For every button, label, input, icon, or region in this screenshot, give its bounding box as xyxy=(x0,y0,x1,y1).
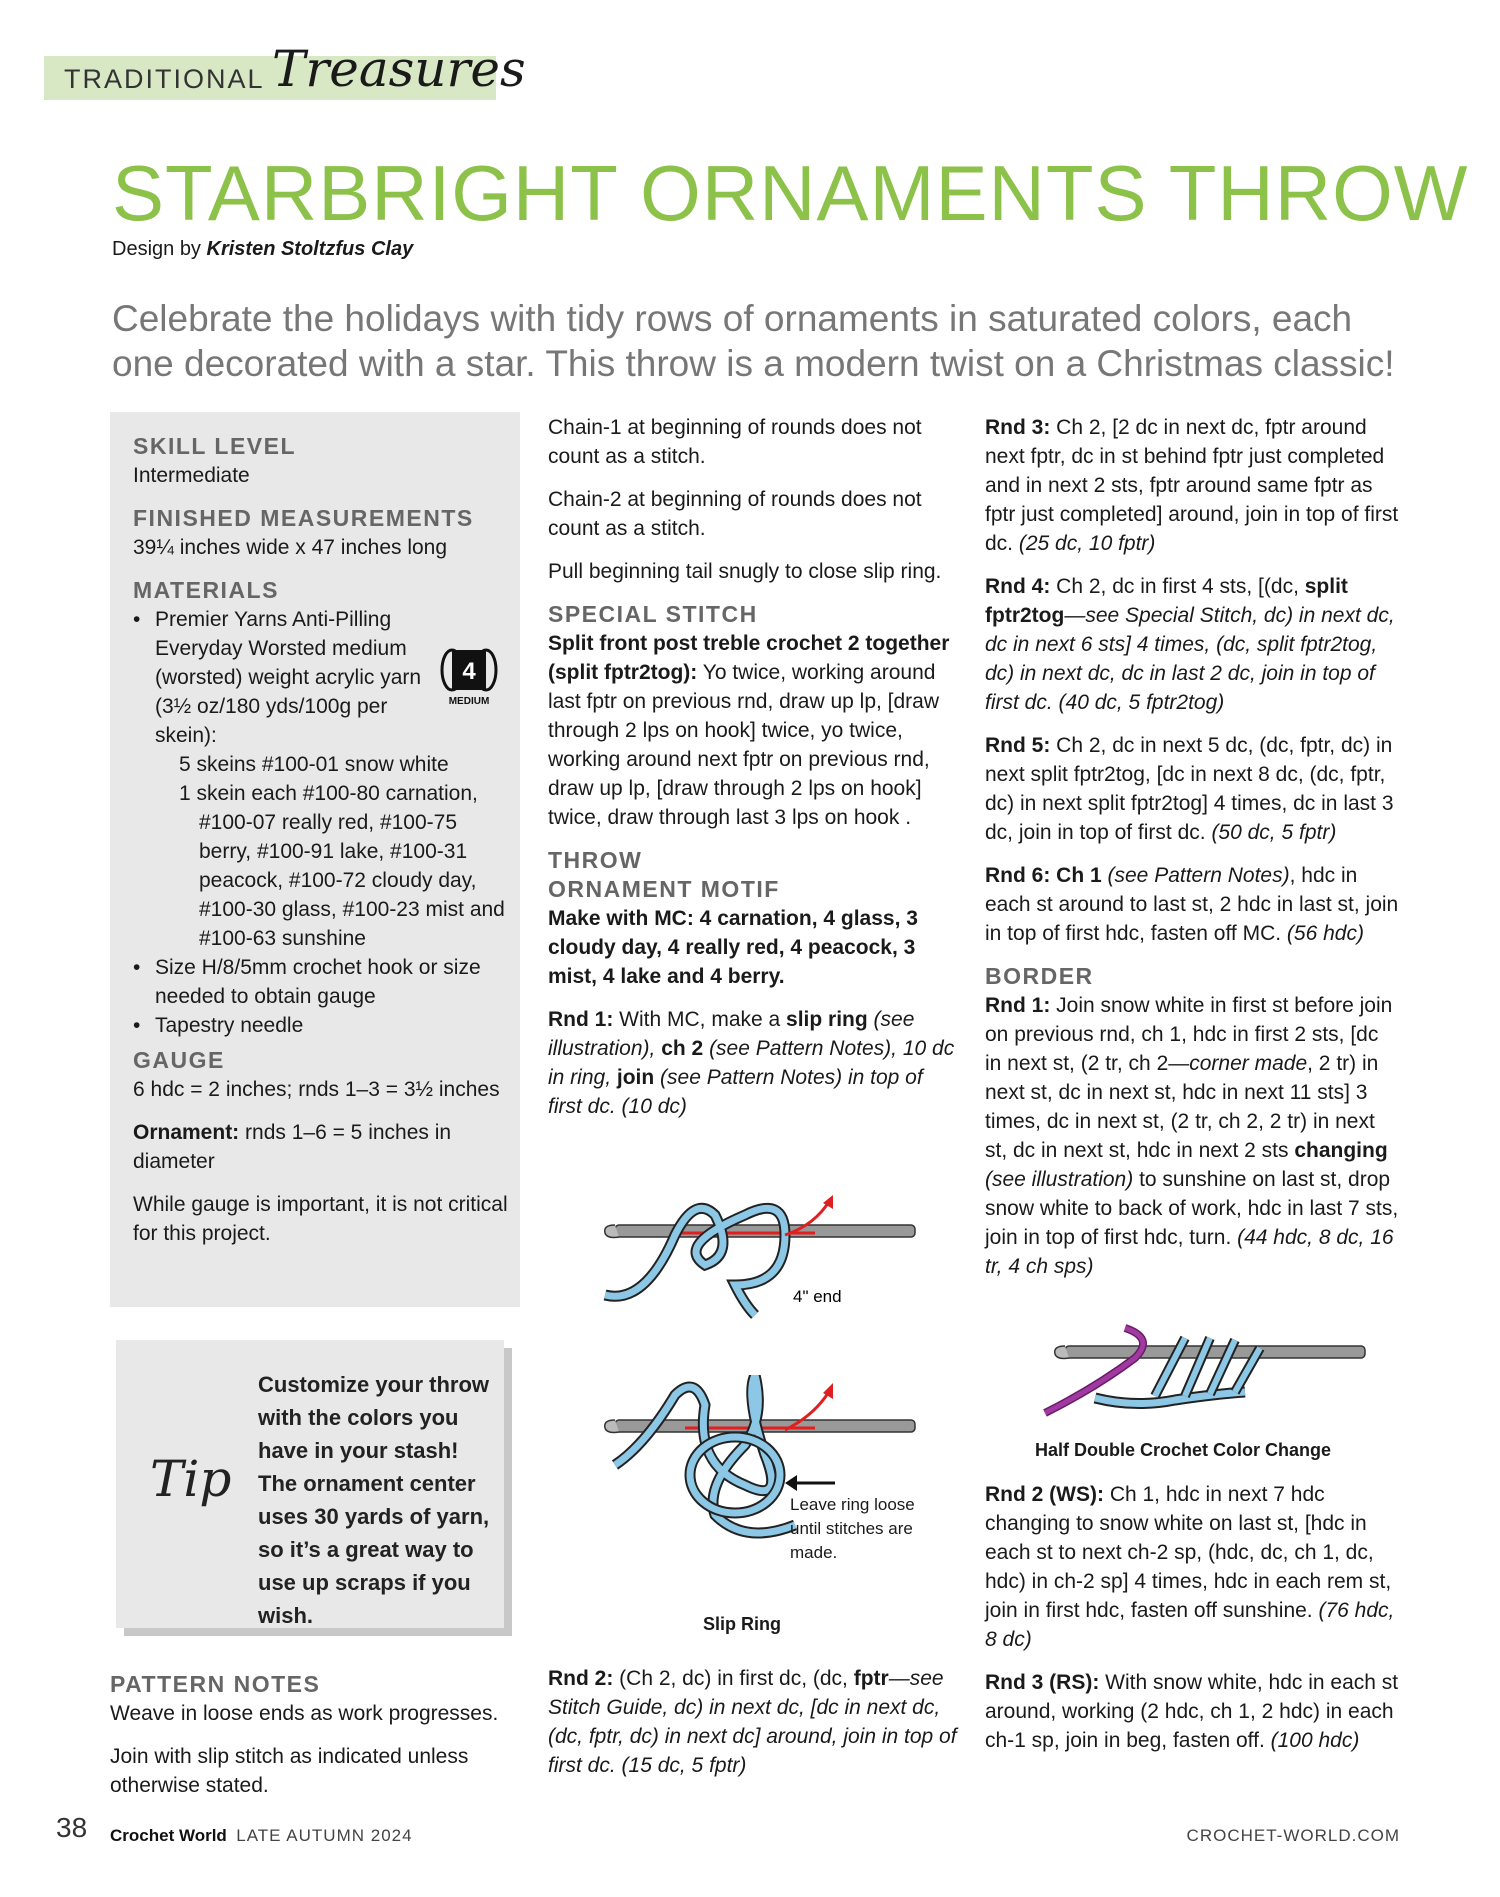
sidebar-content xyxy=(133,432,513,1262)
measurements-value: 39¼ inches wide x 47 inches long xyxy=(133,536,448,559)
border-round-1: Rnd 1: Join snow white in first st before join on previous rnd, ch 1, hdc in first 2 sts, [dc in next st, (2 tr, ch 2—corner made, 2 tr) in next st, dc in next st, hdc in next 11 sts] 3 times, dc in next st, (2 tr, ch 2, 2 tr) in next st, dc in next st, hdc in next 2 sts changing (see illustration) to sunshine on last st, drop snow white to back of work, hdc in last 7 sts, join in top of first hdc, turn. (44 hdc, 8 dc, 16 tr, 4 ch sps) xyxy=(985,994,1399,1278)
list-item: • Tapestry needle xyxy=(155,1011,513,1040)
badge-label: MEDIUM xyxy=(448,696,490,707)
pattern-notes xyxy=(110,1664,520,1814)
page-title: STARBRIGHT ORNAMENTS THROW xyxy=(112,149,1469,237)
round-4: Rnd 4: Ch 2, dc in first 4 sts, [(dc, split fptr2tog—see Special Stitch, dc) in next dc, dc in next 6 sts] 4 times, (dc, split fptr2tog, dc) in next dc, dc in last 2 dc, join in top of first dc. (40 dc, 5 fptr2tog) xyxy=(985,575,1395,714)
special-stitch-heading: SPECIAL STITCH xyxy=(548,601,758,627)
footer-url: CROCHET-WORLD.COM xyxy=(1186,1826,1400,1845)
note-3: Chain-1 at beginning of rounds does not count as a stitch. xyxy=(548,416,922,468)
section-label: TRADITIONAL xyxy=(64,64,265,94)
fig1-label: 4" end xyxy=(793,1287,842,1306)
lead-paragraph: Celebrate the holidays with tidy rows of ornaments in saturated colors, each one decorated with a star. This throw is a modern twist on a Christmas classic! xyxy=(112,298,1395,384)
skill-heading: SKILL LEVEL xyxy=(133,433,297,459)
border-round-2: Rnd 2 (WS): Ch 1, hdc in next 7 hdc changing to snow white on last st, [hdc in each st to next ch-2 sp, (hdc, dc, ch 1, dc, hdc) in ch-2 sp] 4 times, hdc in each rem st, join in first hdc, fasten off sunshine. (76 hdc, 8 dc) xyxy=(985,1483,1395,1651)
special-stitch: Split front post treble crochet 2 together (split fptr2tog): Yo twice, working around last fptr on previous rnd, draw up lp, [draw through 2 lps on hook] twice, yo twice, working around next fptr on previous rnd, draw up lp, [draw through 2 lps on hook] twice, draw through last 3 lps on hook . xyxy=(548,632,950,829)
magazine-name: Crochet World xyxy=(110,1826,227,1845)
materials-heading: MATERIALS xyxy=(133,577,279,603)
note-1: Weave in loose ends as work progresses. xyxy=(110,1702,499,1725)
list-item: • Size H/8/5mm crochet hook or size needed to obtain gauge xyxy=(155,953,513,1011)
hdc-color-change-caption: Half Double Crochet Color Change xyxy=(1035,1440,1332,1460)
round-1: Rnd 1: With MC, make a slip ring (see illustration), ch 2 (see Pattern Notes), 10 dc in ring, join (see Pattern Notes) in top of first dc. (10 dc) xyxy=(548,1008,955,1118)
column-2 xyxy=(548,413,958,1135)
column-3 xyxy=(985,413,1400,1295)
round-3: Rnd 3: Ch 2, [2 dc in next dc, fptr around next fptr, dc in st behind fptr just completed and in next 2 sts, fptr around same fptr as fptr just completed] around, join in top of first dc. (25 dc, 10 fptr) xyxy=(985,416,1399,555)
skill-value: Intermediate xyxy=(133,464,250,487)
notes-heading: PATTERN NOTES xyxy=(110,1671,321,1697)
list-item: • Premier Yarns Anti-Pilling Everyday Worsted medium (worsted) weight acrylic yarn (3½ oz/180 yds/100g per skein): 5 skeins #100-01 snow white 1 skein each #100-80 carnation, #100-07 really red, #100-75 berry, #100-91 lake, #100-31 peacock, #100-72 cloudy day, #100-30 glass, #100-23 mist and #100-63 sunshine xyxy=(155,605,513,953)
round-2: Rnd 2: (Ch 2, dc) in first dc, (dc, fptr—see Stitch Guide, dc) in next dc, [dc in next dc, (dc, fptr, dc) in next dc] around, join in top of first dc. (15 dc, 5 fptr) xyxy=(548,1667,957,1777)
note-4: Chain-2 at beginning of rounds does not count as a stitch. xyxy=(548,488,922,540)
yarn-weight-icon xyxy=(432,646,506,708)
tip-label: Tip xyxy=(150,1450,232,1508)
page-number: 38 xyxy=(56,1812,88,1843)
ornament-gauge: Ornament: rnds 1–6 = 5 inches in diameter xyxy=(133,1121,452,1173)
border-round-3: Rnd 3 (RS): With snow white, hdc in each st around, working (2 hdc, ch 1, 2 hdc) in each ch-1 sp, join in beg, fasten off. (100 hdc) xyxy=(985,1671,1399,1752)
round-6: Rnd 6: Ch 1 (see Pattern Notes), hdc in each st around to last st, 2 hdc in last st, join in top of first hdc, fasten off MC. (56 hdc) xyxy=(985,864,1399,945)
throw-heading: THROW xyxy=(548,847,643,873)
slip-ring-illustration-step1 xyxy=(585,1195,935,1325)
section-script-label: Treasures xyxy=(272,40,526,98)
tip-text: Customize your throw with the colors you have in your stash! The ornament center uses 30 yards of yarn, so it’s a great way to use up scraps if you wish. xyxy=(258,1372,490,1628)
slip-ring-illustration-step2 xyxy=(585,1375,935,1605)
byline: Design by Kristen Stoltzfus Clay xyxy=(112,238,414,260)
gauge-note: While gauge is important, it is not critical for this project. xyxy=(133,1193,508,1245)
note-5: Pull beginning tail snugly to close slip ring. xyxy=(548,560,942,583)
fig2-label: Leave ring loose until stitches are made. xyxy=(790,1495,915,1562)
note-2: Join with slip stitch as indicated unless otherwise stated. xyxy=(110,1745,469,1797)
motif-heading: ORNAMENT MOTIF xyxy=(548,876,780,902)
motif-colors: Make with MC: 4 carnation, 4 glass, 3 cloudy day, 4 really red, 4 peacock, 3 mist, 4 lake and 4 berry. xyxy=(548,907,918,988)
border-heading: BORDER xyxy=(985,963,1094,989)
hdc-color-change-illustration xyxy=(1035,1318,1385,1428)
section-banner xyxy=(44,40,526,100)
round-5: Rnd 5: Ch 2, dc in next 5 dc, (dc, fptr, dc) in next split fptr2tog, [dc in next 8 dc, (dc, fptr, dc) in next split fptr2tog] 4 times, dc in last 3 dc, join in top of first dc. (50 dc, 5 fptr) xyxy=(985,734,1394,844)
column-3-lower xyxy=(985,1480,1400,1769)
footer-issue: Crochet World LATE AUTUMN 2024 xyxy=(110,1826,413,1845)
measurements-heading: FINISHED MEASUREMENTS xyxy=(133,505,474,531)
designer-name: Kristen Stoltzfus Clay xyxy=(206,238,414,260)
gauge-heading: GAUGE xyxy=(133,1047,225,1073)
gauge-value: 6 hdc = 2 inches; rnds 1–3 = 3½ inches xyxy=(133,1078,500,1101)
badge-number: 4 xyxy=(462,658,476,685)
slip-ring-caption: Slip Ring xyxy=(703,1614,781,1634)
